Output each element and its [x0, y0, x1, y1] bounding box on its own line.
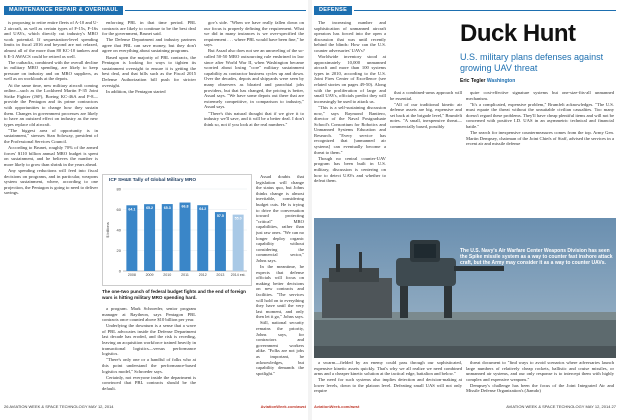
- section-header: [314, 6, 616, 15]
- left-page: [4, 6, 306, 412]
- section-label: MAINTENANCE REPAIR & OVERHAUL: [4, 6, 123, 15]
- chart-canvas: [103, 175, 253, 287]
- paragraph: The cutbacks, combined with the overall decline in military MRO spending, are likely to keep pressure on industry and on MRO suppliers, as well as on workloads at the depots.: [4, 59, 98, 82]
- data-label: 64.2: [199, 207, 207, 212]
- paragraph: Underlying the downturn is a sense that a wave of PBL advocates inside the Defense Department last decade has eroded, and the risk is receding, leaving an acquisition workforce trained heavily in transactional logistics—versus performance logistics.: [102, 323, 196, 357]
- paragraph: Assad doubts that legislation will change the status quo, but Johns thinks change is almost inevitable, considering budget cuts. He is trying to drive the conversation toward protecting "critical" MRO capabilities, rather than just raw ones. "We can no longer deploy organic capability without considering the commercial sector," Johns says.: [256, 174, 304, 263]
- paragraph: is proposing to retire entire fleets of A-10 and U-2 aircraft, as well as certain types of F-15s, F-16s and UAVs, which directly cut industry's MRO work potential. If sequestration-level spending limits in fiscal 2016 and beyond are not relaxed, almost all of the more than 80 KC-10 tankers and 6 E-3 AWACS could be retired as well.: [4, 20, 98, 59]
- y-tick-label: 40: [116, 227, 121, 233]
- paragraph: "All of our traditional kinetic air defense assets are big, expensive and set back at the brigade level," Brumfelt notes. "A small, inexpensive threat—commercially based, possibly: [390, 101, 462, 130]
- section-header: [4, 6, 306, 15]
- folio: AVIATION WEEK & SPACE TECHNOLOGY MAY 12, 2014 27: [506, 404, 616, 409]
- paragraph: Dempsey's challenge has been the focus of the Joint Integrated Air and Missile Defense Organization's (Jiamdo): [466, 382, 614, 394]
- paragraph: Still, national security remains the priority, Johns says, for contractors and government workers alike. "Folks are not jobs as important, he acknowledges, but capability demands the spotlight.": [256, 320, 304, 376]
- deck: U.S. military plans defenses against growing UAV threat: [460, 52, 604, 73]
- photo-caption: The U.S. Navy's Air Warfare Center Weapons Division has seen the Spike missile system as a way to counter fast inshore attack craft, but the Army may consider it as a way to counter UAVs.: [460, 248, 613, 266]
- x-tick-label: 2014 est.: [230, 273, 246, 277]
- paragraph: "The biggest area of opportunity is in sustainment," stresses Stan Soloway, president of the Professional Services Council.: [4, 127, 98, 144]
- article-column-1: [4, 20, 98, 400]
- x-tick-label: 2008: [127, 273, 136, 277]
- paragraph: The Defense Department and industry partners agree that PBL can save money, but they don't agree on everything about sustaining programs.: [102, 37, 196, 54]
- paragraph: The increasing number and sophistication of unmanned aircraft operators has forced into the open a discussion that was until recently behind the blinds: How can the U.S. counter adversaries' UAVs?: [314, 20, 386, 53]
- x-tick-label: 2012: [198, 273, 207, 277]
- y-tick-label: 0: [118, 268, 121, 274]
- y-tick-label: 80: [116, 186, 121, 192]
- paragraph: a swarm—fielded by an enemy could pass through our sophisticated, expensive kinetic assets quickly. That's why we all realize we need combined arms and a cheaper kinetic solution at the tactical edge, battalion and below.": [314, 360, 462, 377]
- byline-name: Eric Tegler: [460, 78, 486, 84]
- paragraph: According to Brunet, roughly 70% of the armed forces' $110 billion annual MRO budget is spent on sustainment, and he believes the number is more likely to grow than shrink in the years ahead.: [4, 145, 98, 167]
- paragraph: enforcing PBL in that time period. PBL contracts are likely to continue to be the best deal for the government, Brunet said.: [102, 20, 196, 37]
- data-label: 57.5: [216, 214, 224, 219]
- bar: [144, 204, 155, 271]
- section-rule: [354, 10, 616, 11]
- page-footer: [314, 403, 616, 410]
- article-column-3: [204, 20, 304, 170]
- web-link[interactable]: AviationWeek.com/awst: [260, 404, 306, 409]
- bar: [215, 212, 226, 271]
- x-tick-label: 2010: [163, 273, 172, 277]
- byline-place: Washington: [486, 78, 516, 84]
- chart-title: ICF SH&E Tally of Global Military MRO: [109, 178, 197, 183]
- x-tick-label: 2009: [145, 273, 154, 277]
- paragraph: In the meantime, he expects that defense officials will focus on making better decisions on new contracts and facilities. "The services will hold on to everything they have until the very last moment, and only then let it go," Johns says.: [256, 264, 304, 320]
- data-label: 64.1: [128, 207, 136, 212]
- photo-illustration: [314, 218, 616, 358]
- article-column-3: [466, 90, 614, 216]
- web-link[interactable]: AviationWeek.com/awst: [314, 404, 360, 409]
- y-axis-label: $ billions: [105, 222, 110, 238]
- article-column-2: [390, 90, 462, 216]
- bar: [126, 205, 137, 271]
- article-column-2-lower: [102, 306, 196, 400]
- byline: [460, 78, 515, 84]
- bar: [233, 215, 244, 271]
- paragraph: quire cost-effective signature systems but one-size-fits-all unmanned mechanism.: [466, 90, 614, 101]
- data-label: 65.3: [163, 206, 171, 211]
- data-label: 65.2: [146, 206, 154, 211]
- paragraph: "This is a self-sustaining discussion now," says Raymond Bantiero, director of the Naval Postgraduate School's Consortium for Robotics and Unmanned Systems Education and Research. "Every service has recognized that [unmanned air systems] can eventually become a threat to them.": [314, 104, 386, 155]
- paragraph: a program. Mark Schroeder, senior program manager at Raytheon, says Pentagon PBL contracts once counted above $10 billion per year.: [102, 306, 196, 323]
- data-label: 55.0: [234, 216, 242, 221]
- paragraph: "There's only one or a handful of folks who at this point understand the performance-based logistics model," Schroeder says.: [102, 357, 196, 374]
- paragraph: threat document to "find ways to avoid scenarios where adversaries launch large numbers of relatively cheap rockets, ballistic and cruise missiles, or unmanned air systems, and our only response is to intercept them with highly complex and expensive weapons.": [466, 360, 614, 382]
- paragraph: The search for inexpensive countermeasures comes from the top. Army Gen. Martin Dempsey, chairman of the Joint Chiefs of Staff, advised the services in a recent air and missile defense: [466, 130, 614, 147]
- bar: [197, 205, 208, 271]
- y-tick-label: 60: [116, 207, 121, 212]
- section-rule: [125, 10, 306, 11]
- section-label: DEFENSE: [314, 6, 352, 15]
- chart-caption: The one-two punch of federal budget fights and the end of foreign wars is hitting military MRO spending hard.: [102, 289, 246, 300]
- paragraph: Worldwide inventory stood at approximately 10,000 unmanned aircraft and more than 100 systems types in 2010, according to the U.S. Joint Fires Center of Excellence (see related stories on pages 49-50). Along with the proliferation of large and small UAVs, officials predict they will increasingly be used to attack us.: [314, 54, 386, 104]
- paragraph: "It's a complicated, expensive problem," Brumfelt acknowledges. "The U.S. must equate the threat without the unsuitable civilian casualties. Too many doesn't regard these problems. They'll have cheap plentiful items and will not be concerned with positive I.D. UAS in an asymmetric technical and financial battle.": [466, 101, 614, 130]
- y-tick-label: 20: [116, 248, 121, 253]
- article-column-2: [102, 20, 196, 170]
- paragraph: Though no central counter-UAV program has been built in U.S. military, discussion is centering on how to detect UAVs and whether to defeat them.: [314, 155, 386, 184]
- paragraph: Based upon the majority of PBL contracts, the Pentagon is looking for ways to tighten its sustainment oversight to ensure it is getting the best deal, and that bills such as the Fiscal 2015 Defense Authorization bill push for stricter oversight.: [102, 54, 196, 88]
- x-tick-label: 2013: [216, 273, 225, 277]
- folio: 26 AVIATION WEEK & SPACE TECHNOLOGY MAY 12, 2014: [4, 404, 114, 409]
- paragraph: In addition, the Pentagon started: [106, 88, 166, 94]
- paragraph: gov's side. "When we have really fallen down on our focus is properly defining the requirement. What we did in many instances is we over-specified the requirement . . . where PBL would have been fine," he says.: [204, 20, 304, 48]
- bar: [162, 204, 173, 271]
- mro-bar-chart: [102, 174, 252, 286]
- paragraph: Any spending reductions will feed into fiscal decisions on programs, and in particular, weapons system sustainment, where, according to one projection, the Pentagon is going to need to deliver savings.: [4, 167, 98, 196]
- page-gutter: [308, 0, 312, 420]
- paragraph: But Assad also does not see an unraveling of the so-called 50-50 MRO outsourcing rule enshrined in law since after World War II, when Washington became worried about losing "core" military sustainment capability as contractor business cycles up and down. Over the decades, depots and shipyards were seen by many observers as bloated and parochial jobs providers, but that has changed, the pricing is better, Assad says. "We have some depots out there that are extremely competitive, in comparison to industry," Assad says.: [204, 48, 304, 110]
- article-column-5: [466, 360, 614, 404]
- paragraph: The need for such systems also implies detection and decision-making at lower levels, down to the platoon level. Defeating small UAS will not only require: [314, 377, 462, 394]
- article-column-1: [314, 20, 386, 216]
- paragraph: "There's this natural thought that if we give it to industry we'll save, and it will be a better deal. I don't think so, not if you look at the real numbers.": [204, 110, 304, 127]
- spike-missile-photo: [314, 218, 616, 358]
- x-tick-label: 2011: [181, 273, 189, 277]
- page-footer: [4, 403, 306, 410]
- article-column-4: [314, 360, 462, 404]
- right-page: [314, 6, 616, 412]
- paragraph: that a combined-arms approach will be essential.: [390, 90, 462, 101]
- bar: [180, 203, 191, 271]
- article-column-3-lower: [256, 174, 304, 400]
- paragraph: At the same time, new military aircraft coming online—such as the Lockheed Martin F-35 Joint Strike Fighter (JSF), Boeing KC-46A and P-8—provide the Pentagon and its prime contractors with opportunities to change how they sustain them. Changes in government processes are likely to have an outsized effect on industry as the new types replace old aircraft.: [4, 82, 98, 127]
- data-label: 66.8: [181, 204, 189, 209]
- headline: Duck Hunt: [460, 20, 576, 47]
- paragraph: Certainly, not everyone inside the department is convinced that PBL contracts should be the default.: [102, 374, 196, 391]
